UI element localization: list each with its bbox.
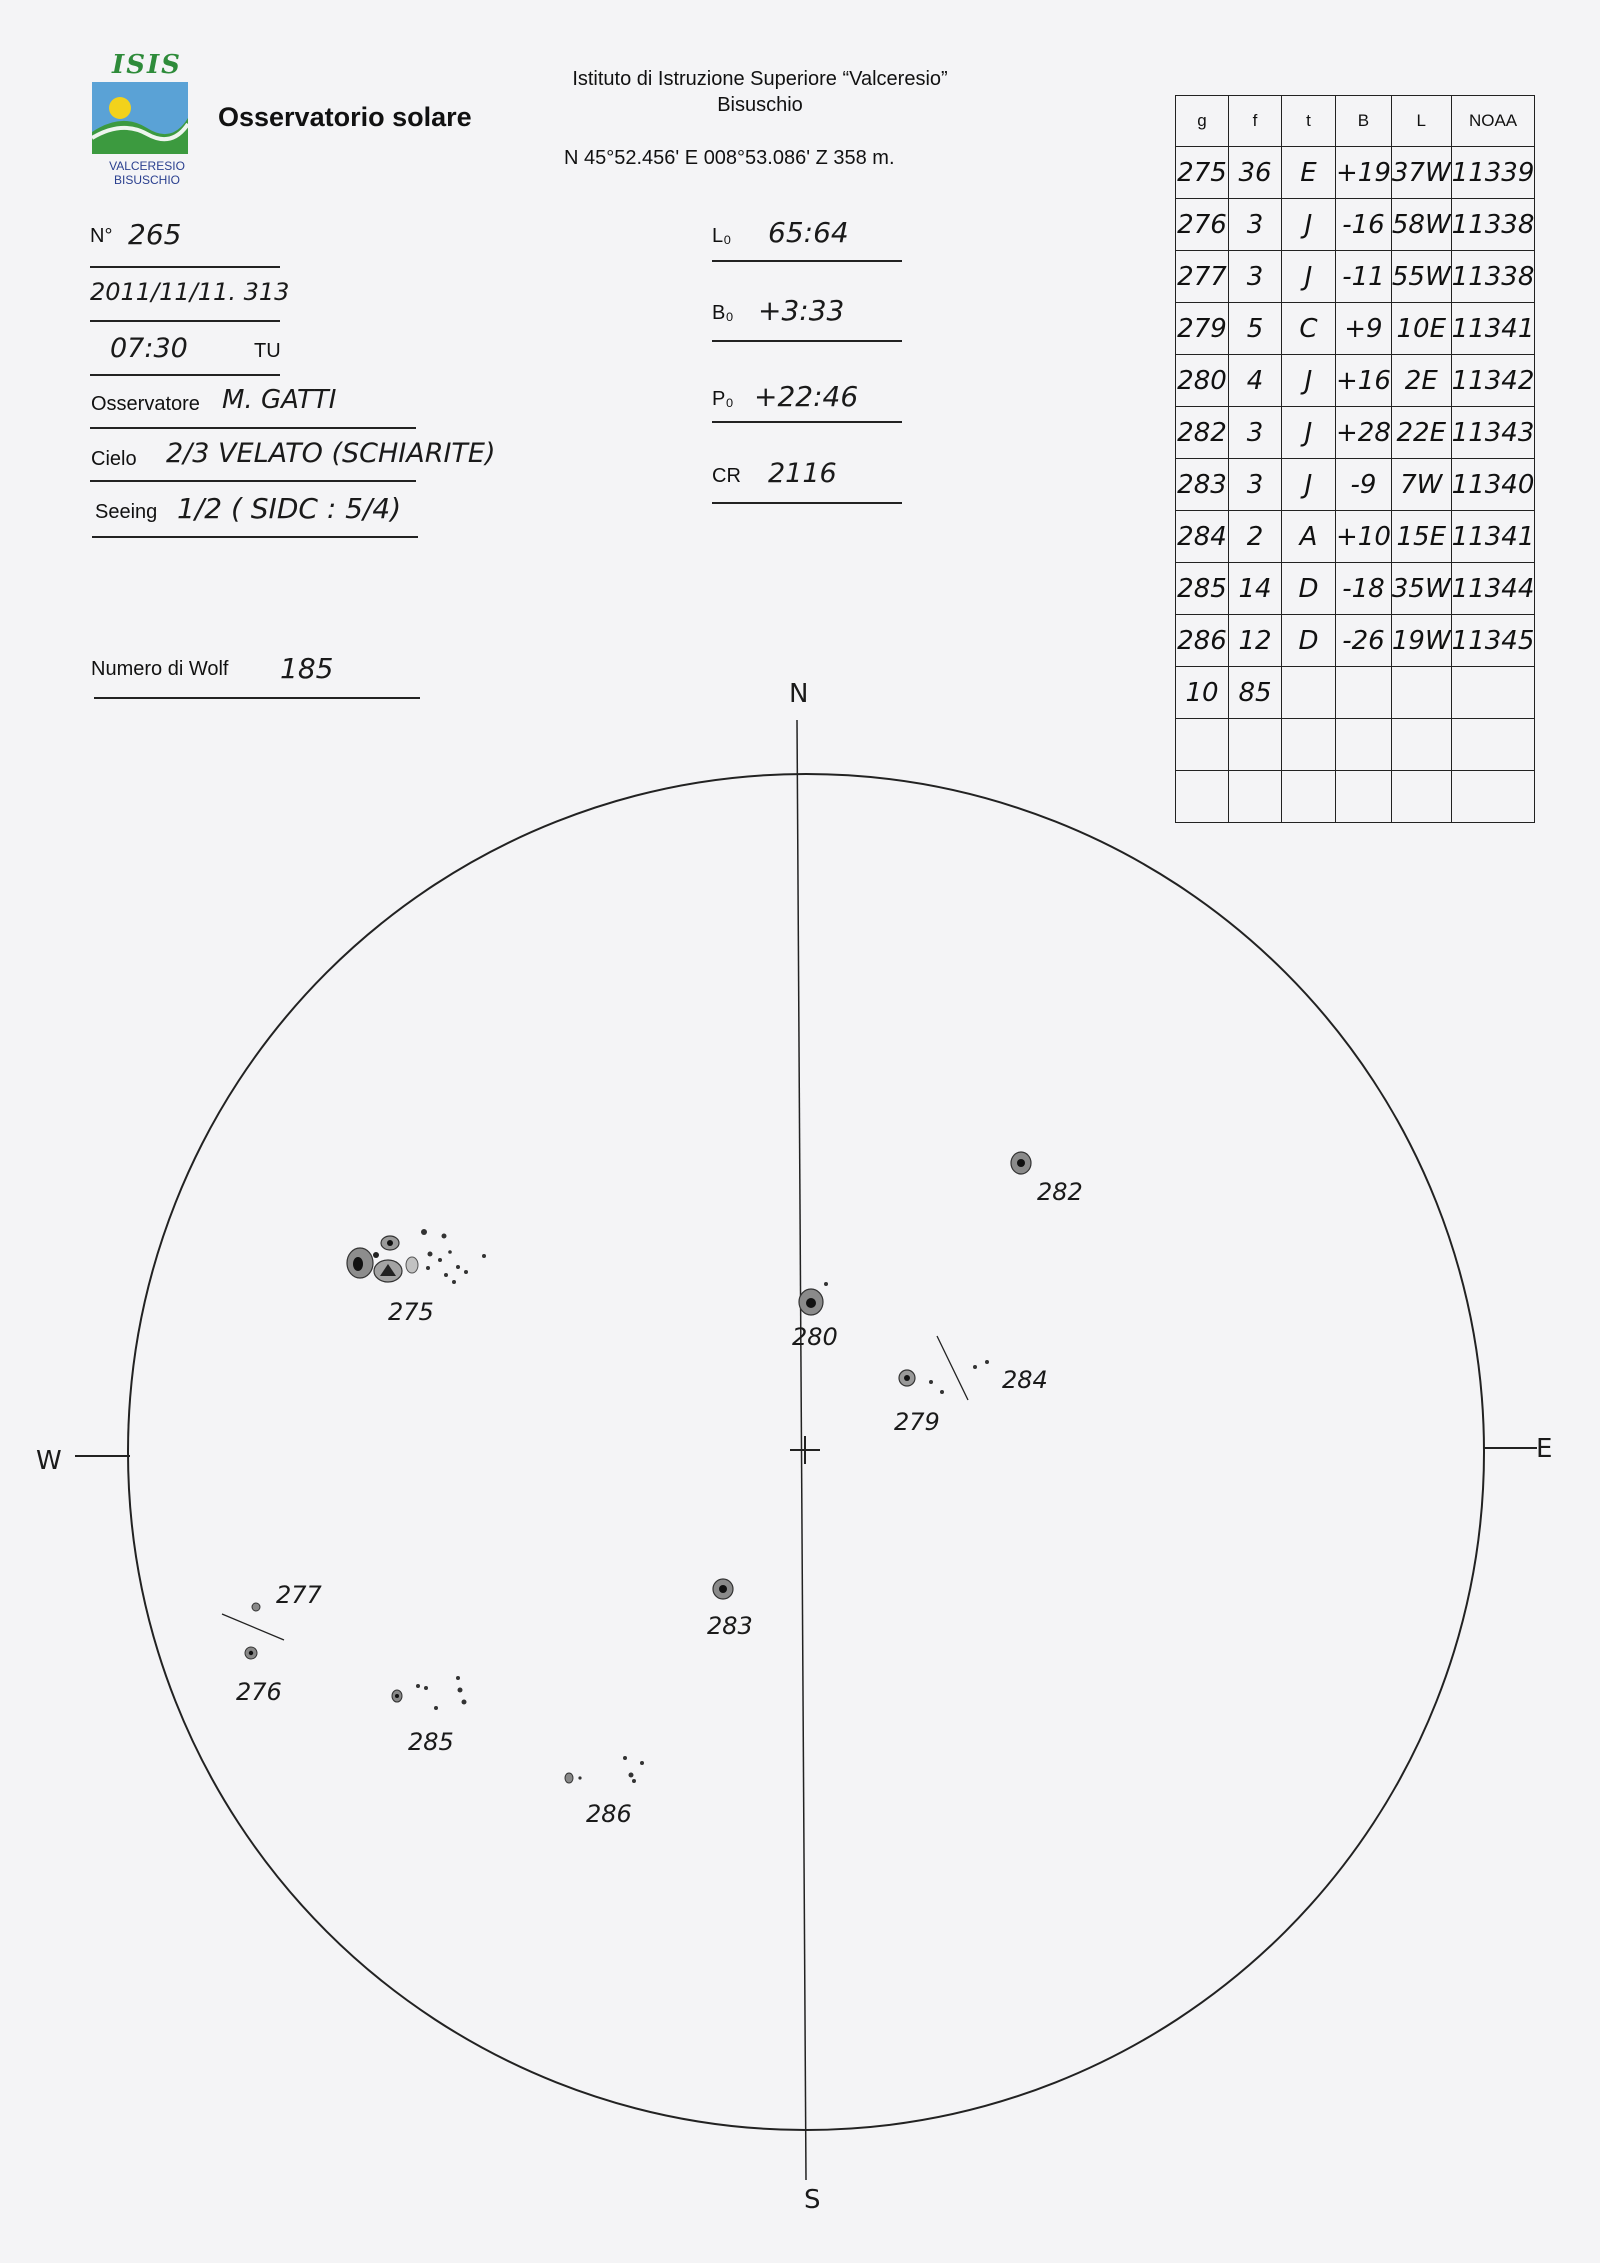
table-cell-noaa: 11338	[1451, 251, 1535, 303]
sky-label: Cielo	[91, 448, 137, 470]
seeing-label: Seeing	[95, 501, 158, 523]
sunspot-group-284	[973, 1360, 989, 1369]
table-cell-type: D	[1282, 615, 1336, 667]
group-label-279: 279	[894, 1408, 940, 1436]
group-label-277: 277	[276, 1581, 322, 1609]
table-cell-group: 286	[1176, 615, 1229, 667]
p0-value: +22:46	[754, 380, 859, 413]
table-cell-longitude: 19W	[1391, 615, 1451, 667]
table-cell-latitude: +10	[1336, 511, 1392, 563]
table-cell-noaa: 11343	[1451, 407, 1535, 459]
table-cell-group: 280	[1176, 355, 1229, 407]
observatory-title: Osservatorio solare	[218, 102, 472, 132]
number-label: N°	[90, 225, 113, 247]
sunspot-group-280	[799, 1282, 828, 1315]
table-cell-group: 279	[1176, 303, 1229, 355]
l0-value: 65:64	[768, 216, 849, 249]
group-label-276: 276	[236, 1678, 282, 1706]
table-cell-latitude: +16	[1336, 355, 1392, 407]
sunspot-group-279	[899, 1370, 944, 1394]
table-cell-spots: 36	[1229, 147, 1282, 199]
sunspot-group-283	[713, 1579, 733, 1599]
institute-line-2: Bisuschio	[717, 94, 803, 116]
table-cell-noaa: 11345	[1451, 615, 1535, 667]
group-276-277-divider	[222, 1614, 284, 1640]
table-cell-spots: 2	[1229, 511, 1282, 563]
table-cell-group: 277	[1176, 251, 1229, 303]
col-header-group: g	[1176, 96, 1229, 147]
sunspot-group-282	[1011, 1152, 1031, 1174]
table-cell-longitude: 35W	[1391, 563, 1451, 615]
table-cell-group: 282	[1176, 407, 1229, 459]
col-header-longitude: L	[1391, 96, 1451, 147]
east-label: E	[1536, 1434, 1553, 1464]
sunspot-group-277	[252, 1603, 260, 1611]
table-cell-latitude: -26	[1336, 615, 1392, 667]
table-cell-latitude: +9	[1336, 303, 1392, 355]
logo-brand: ISIS	[112, 50, 182, 80]
north-label: N	[789, 679, 809, 709]
group-label-275: 275	[388, 1298, 434, 1326]
l0-label: L₀	[712, 225, 732, 247]
table-cell-spots: 4	[1229, 355, 1282, 407]
table-cell-longitude: 2E	[1391, 355, 1451, 407]
table-cell-spots: 85	[1229, 667, 1282, 719]
table-cell-noaa: 11339	[1451, 147, 1535, 199]
table-cell-latitude: +28	[1336, 407, 1392, 459]
table-cell-type: J	[1282, 251, 1336, 303]
table-cell-longitude: 10E	[1391, 303, 1451, 355]
table-cell-type: J	[1282, 199, 1336, 251]
cr-value: 2116	[768, 458, 837, 489]
table-cell-noaa: 11341	[1451, 303, 1535, 355]
number-value: 265	[128, 218, 182, 251]
time-unit: TU	[254, 340, 281, 362]
table-cell-latitude: +19	[1336, 147, 1392, 199]
table-cell-noaa: 11340	[1451, 459, 1535, 511]
sunspot-group-285	[392, 1676, 467, 1710]
table-cell-longitude: 15E	[1391, 511, 1451, 563]
group-label-283: 283	[707, 1612, 753, 1640]
table-cell-group: 275	[1176, 147, 1229, 199]
table-cell-group: 10	[1176, 667, 1229, 719]
table-cell-longitude: 22E	[1391, 407, 1451, 459]
table-cell-type: J	[1282, 407, 1336, 459]
sunspot-group-275	[347, 1229, 486, 1284]
table-cell-noaa: 11341	[1451, 511, 1535, 563]
table-cell-spots: 3	[1229, 251, 1282, 303]
group-label-284: 284	[1002, 1366, 1048, 1394]
table-cell-noaa: 11338	[1451, 199, 1535, 251]
table-cell-spots: 12	[1229, 615, 1282, 667]
table-cell-group: 283	[1176, 459, 1229, 511]
sunspot-group-286	[565, 1756, 644, 1783]
group-label-286: 286	[586, 1800, 632, 1828]
cr-label: CR	[712, 465, 741, 487]
table-cell-type: C	[1282, 303, 1336, 355]
table-cell-type: D	[1282, 563, 1336, 615]
table-cell-latitude: -9	[1336, 459, 1392, 511]
table-cell-longitude: 58W	[1391, 199, 1451, 251]
observer-value: M. GATTI	[222, 385, 337, 415]
table-cell-longitude: 37W	[1391, 147, 1451, 199]
table-cell-group: 284	[1176, 511, 1229, 563]
table-cell-spots: 5	[1229, 303, 1282, 355]
group-label-280: 280	[792, 1323, 838, 1351]
table-cell-type: A	[1282, 511, 1336, 563]
west-label: W	[36, 1446, 62, 1476]
table-cell-longitude: 7W	[1391, 459, 1451, 511]
sky-value: 2/3 VELATO (SCHIARITE)	[166, 438, 496, 469]
observer-label: Osservatore	[91, 393, 200, 415]
table-cell-longitude: 55W	[1391, 251, 1451, 303]
group-label-282: 282	[1037, 1178, 1083, 1206]
table-cell-type: E	[1282, 147, 1336, 199]
seeing-value: 1/2 ( SIDC : 5/4)	[177, 492, 402, 525]
table-cell-latitude: -18	[1336, 563, 1392, 615]
col-header-type: t	[1282, 96, 1336, 147]
date-value: 2011/11/11. 313	[90, 278, 290, 306]
table-cell-noaa: 11344	[1451, 563, 1535, 615]
table-cell-spots: 3	[1229, 199, 1282, 251]
table-cell-group: 285	[1176, 563, 1229, 615]
south-label: S	[804, 2185, 821, 2215]
table-cell-spots: 3	[1229, 459, 1282, 511]
col-header-spots: f	[1229, 96, 1282, 147]
col-header-noaa: NOAA	[1451, 96, 1535, 147]
p0-label: P₀	[712, 388, 734, 410]
logo-caption-2: BISUSCHIO	[113, 173, 180, 187]
wolf-label: Numero di Wolf	[91, 658, 229, 680]
logo-caption-1: VALCERESIO	[109, 159, 185, 173]
col-header-latitude: B	[1336, 96, 1392, 147]
table-cell-type: J	[1282, 459, 1336, 511]
group-label-285: 285	[408, 1728, 454, 1756]
institute-line-1: Istituto di Istruzione Superiore “Valceresio”	[572, 68, 948, 90]
table-cell-group: 276	[1176, 199, 1229, 251]
b0-value: +3:33	[758, 294, 845, 327]
time-value: 07:30	[110, 333, 188, 364]
wolf-value: 185	[280, 652, 334, 685]
table-cell-latitude: -16	[1336, 199, 1392, 251]
sunspot-group-276	[245, 1647, 257, 1659]
table-cell-spots: 3	[1229, 407, 1282, 459]
b0-label: B₀	[712, 302, 734, 324]
site-coordinates: N 45°52.456' E 008°53.086' Z 358 m.	[564, 147, 895, 169]
table-cell-spots: 14	[1229, 563, 1282, 615]
table-cell-noaa: 11342	[1451, 355, 1535, 407]
table-cell-latitude: -11	[1336, 251, 1392, 303]
table-cell-type: J	[1282, 355, 1336, 407]
